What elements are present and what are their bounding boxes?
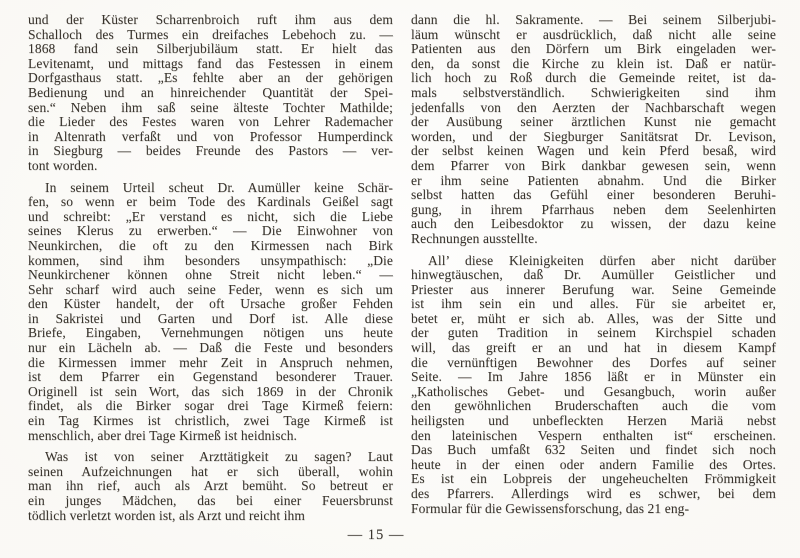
text-line: der guten Tradition in seinem Kirchspiel schaden bbox=[411, 325, 776, 341]
text-line: sen.“ Neben ihm saß seine älteste Tochter Mathilde; bbox=[28, 99, 393, 115]
text-line: Briefe, Eingaben, Vernehmungen nötigen uns heute bbox=[28, 325, 393, 341]
text-line: der Ausübung seiner ärztlichen Kunst nie gemacht bbox=[411, 114, 776, 130]
text-line: die Lieder des Festes waren von Lehrer Rademacher bbox=[28, 114, 393, 130]
paragraph bbox=[28, 450, 393, 523]
text-line: ist ihm sein ein und alles. Für sie arbeitet er, bbox=[411, 296, 776, 312]
paragraph bbox=[411, 13, 776, 247]
text-line: jedenfalls von den Aerzten der Nachbarschaft wegen bbox=[411, 99, 776, 115]
text-line: man ihn rief, auch als Arzt bemüht. So betreut er bbox=[28, 478, 393, 494]
text-column-left bbox=[28, 13, 393, 523]
text-line: will, das greift er an und hat in diesem Kampf bbox=[411, 340, 776, 356]
text-line: findet, als die Birker sogar drei Tage Kirmeß feiern: bbox=[28, 398, 393, 414]
text-line: betet er, müht er sich ab. Alles, was der Sitte und bbox=[411, 310, 776, 326]
text-line: menschlich, aber drei Tage Kirmeß ist heidnisch. bbox=[28, 427, 298, 443]
text-line: Es ist ein Lobpreis der ungeheuchelten Frömmigkeit bbox=[411, 471, 776, 487]
text-line: Neunkirchen, die oft zu den Kirmessen nach Birk bbox=[28, 237, 393, 253]
paragraph bbox=[411, 254, 776, 517]
text-line: Formular für die Gewissensforschung, das 21 eng- bbox=[411, 500, 690, 516]
text-line: des Pfarrers. Allerdings wird es schwer, bei dem bbox=[411, 486, 776, 501]
text-line: Levitenamt, und mittags fand das Festessen in einem bbox=[28, 55, 393, 71]
text-line: der selbst keinen Wagen und kein Pferd besaß, wird bbox=[411, 143, 776, 159]
text-line: seines Klerus zu erwerben.“ — Die Einwohner von bbox=[28, 223, 393, 239]
text-line: Priester aus innerer Berufung war. Seine Gemeinde bbox=[411, 281, 776, 297]
text-line: heute in der einen oder andern Familie des Ortes. bbox=[411, 456, 776, 472]
text-line: kommen, sind ihm besonders unsympathisch: „Die bbox=[28, 252, 393, 268]
text-line: und der Küster Scharrenbroich ruft ihm aus dem bbox=[28, 12, 393, 27]
text-line: Schalloch des Turmes ein dreifaches Lebehoch zu. — bbox=[28, 26, 393, 42]
text-line: ist dem Pfarrer ein Gegenstand besonderer Trauer. bbox=[28, 369, 393, 385]
text-line: 1868 fand sein Silberjubiläum statt. Er hielt das bbox=[28, 41, 393, 57]
text-line: tont worden. bbox=[28, 157, 98, 173]
text-line: worden, und der Siegburger Sanitätsrat Dr. Levison, bbox=[411, 128, 776, 144]
text-line: heiligsten und unbefleckten Herzen Mariä nebst bbox=[411, 413, 776, 429]
text-line: Was ist von seiner Arzttätigkeit zu sagen? Laut bbox=[45, 449, 393, 465]
text-columns bbox=[28, 13, 776, 523]
text-line: die Kirmessen immer mehr Zeit in Anspruch nehmen, bbox=[28, 354, 393, 370]
text-line: gung, in ihrem Pfarrhaus neben dem Seelenhirten bbox=[411, 201, 776, 217]
text-line: dann die hl. Sakramente. — Bei seinem Silberjubi- bbox=[411, 12, 776, 27]
text-line: tödlich verletzt worden ist, als Arzt und reicht ihm bbox=[28, 507, 306, 523]
text-line: Patienten aus den Dörfern um Birk eingeladen wer- bbox=[411, 41, 776, 57]
text-line: dem Pfarrer von Birk dankbar gewesen sein, wenn bbox=[411, 157, 776, 173]
paragraph bbox=[28, 13, 393, 174]
text-line: den, da sonst die Kirche zu klein ist. Daß er natür- bbox=[411, 55, 776, 71]
text-line: Das Buch umfaßt 632 Seiten und findet sich noch bbox=[411, 442, 776, 458]
text-line: Seite. — Im Jahre 1856 läßt er in Münster ein bbox=[411, 369, 776, 385]
text-line: mals selbstverständlich. Schwierigkeiten sind ihm bbox=[411, 84, 776, 100]
text-line: den lateinischen Vespern enthalten ist“ erscheinen. bbox=[411, 427, 776, 443]
text-line: selbst hatten das Gefühl einer besonderen Beruhi- bbox=[411, 187, 776, 203]
text-line: All’ diese Kleinigkeiten dürfen aber nicht darüber bbox=[428, 252, 776, 268]
text-line: In seinem Urteil scheut Dr. Aumüller keine Schär- bbox=[45, 179, 393, 195]
text-line: läum wünscht er ausdrücklich, daß nicht alle seine bbox=[411, 26, 776, 42]
text-line: die vernünftigen Bewohner des Dorfes auf seiner bbox=[411, 354, 776, 370]
paragraph bbox=[28, 181, 393, 444]
text-line: Sehr scharf wird auch seine Feder, wenn es sich um bbox=[28, 281, 393, 297]
text-line: auch den Leibesdoktor zu wissen, der dazu keine bbox=[411, 216, 776, 232]
text-line: „Katholisches Gebet- und Gesangbuch, worin außer bbox=[411, 383, 776, 399]
text-line: den gewöhnlichen Bruderschaften auch die vom bbox=[411, 398, 776, 414]
text-column-right bbox=[411, 13, 776, 523]
text-line: Rechnungen ausstellte. bbox=[411, 230, 538, 246]
text-line: lich hoch zu Roß durch die Gemeinde reitet, ist da- bbox=[411, 70, 776, 86]
text-line: Originell ist sein Wort, das sich 1869 in der Chronik bbox=[28, 383, 393, 399]
text-line: in Altenrath verfaßt und von Professor Humperdinck bbox=[28, 128, 393, 144]
text-line: ein Tag Kirmes ist christlich, zwei Tage Kirmeß ist bbox=[28, 413, 393, 429]
text-line: den Küster handelt, der oft Ursache großer Fehden bbox=[28, 296, 393, 312]
text-line: Bedienung und an hinreichender Quantität der Spei- bbox=[28, 84, 393, 100]
text-line: in Siegburg — beides Freunde des Pastors — ver- bbox=[28, 143, 393, 159]
text-line: fen, so wenn er beim Tode des Kardinals Geißel sagt bbox=[28, 194, 393, 210]
text-line: nur ein Lächeln ab. — Daß die Feste und besonders bbox=[28, 340, 393, 356]
text-line: und schreibt: „Er verstand es nicht, sich die Liebe bbox=[28, 208, 393, 224]
text-line: Neunkirchener können ohne Streit nicht leben.“ — bbox=[28, 267, 393, 283]
text-line: er ihm seine Patienten abnahm. Und die Birker bbox=[411, 172, 776, 188]
text-line: in Sakristei und Garten und Dorf ist. Alle diese bbox=[28, 310, 393, 326]
text-line: seinen Aufzeichnungen hat er sich überall, wohin bbox=[28, 463, 393, 479]
text-line: ein junges Mädchen, das bei einer Feuersbrunst bbox=[28, 493, 393, 508]
text-line: hinwegtäuschen, daß Dr. Aumüller Geistlicher und bbox=[411, 267, 776, 283]
text-line: Dorfgasthaus statt. „Es fehlte aber an der gehörigen bbox=[28, 70, 393, 86]
page-number: — 15 — bbox=[347, 527, 405, 543]
